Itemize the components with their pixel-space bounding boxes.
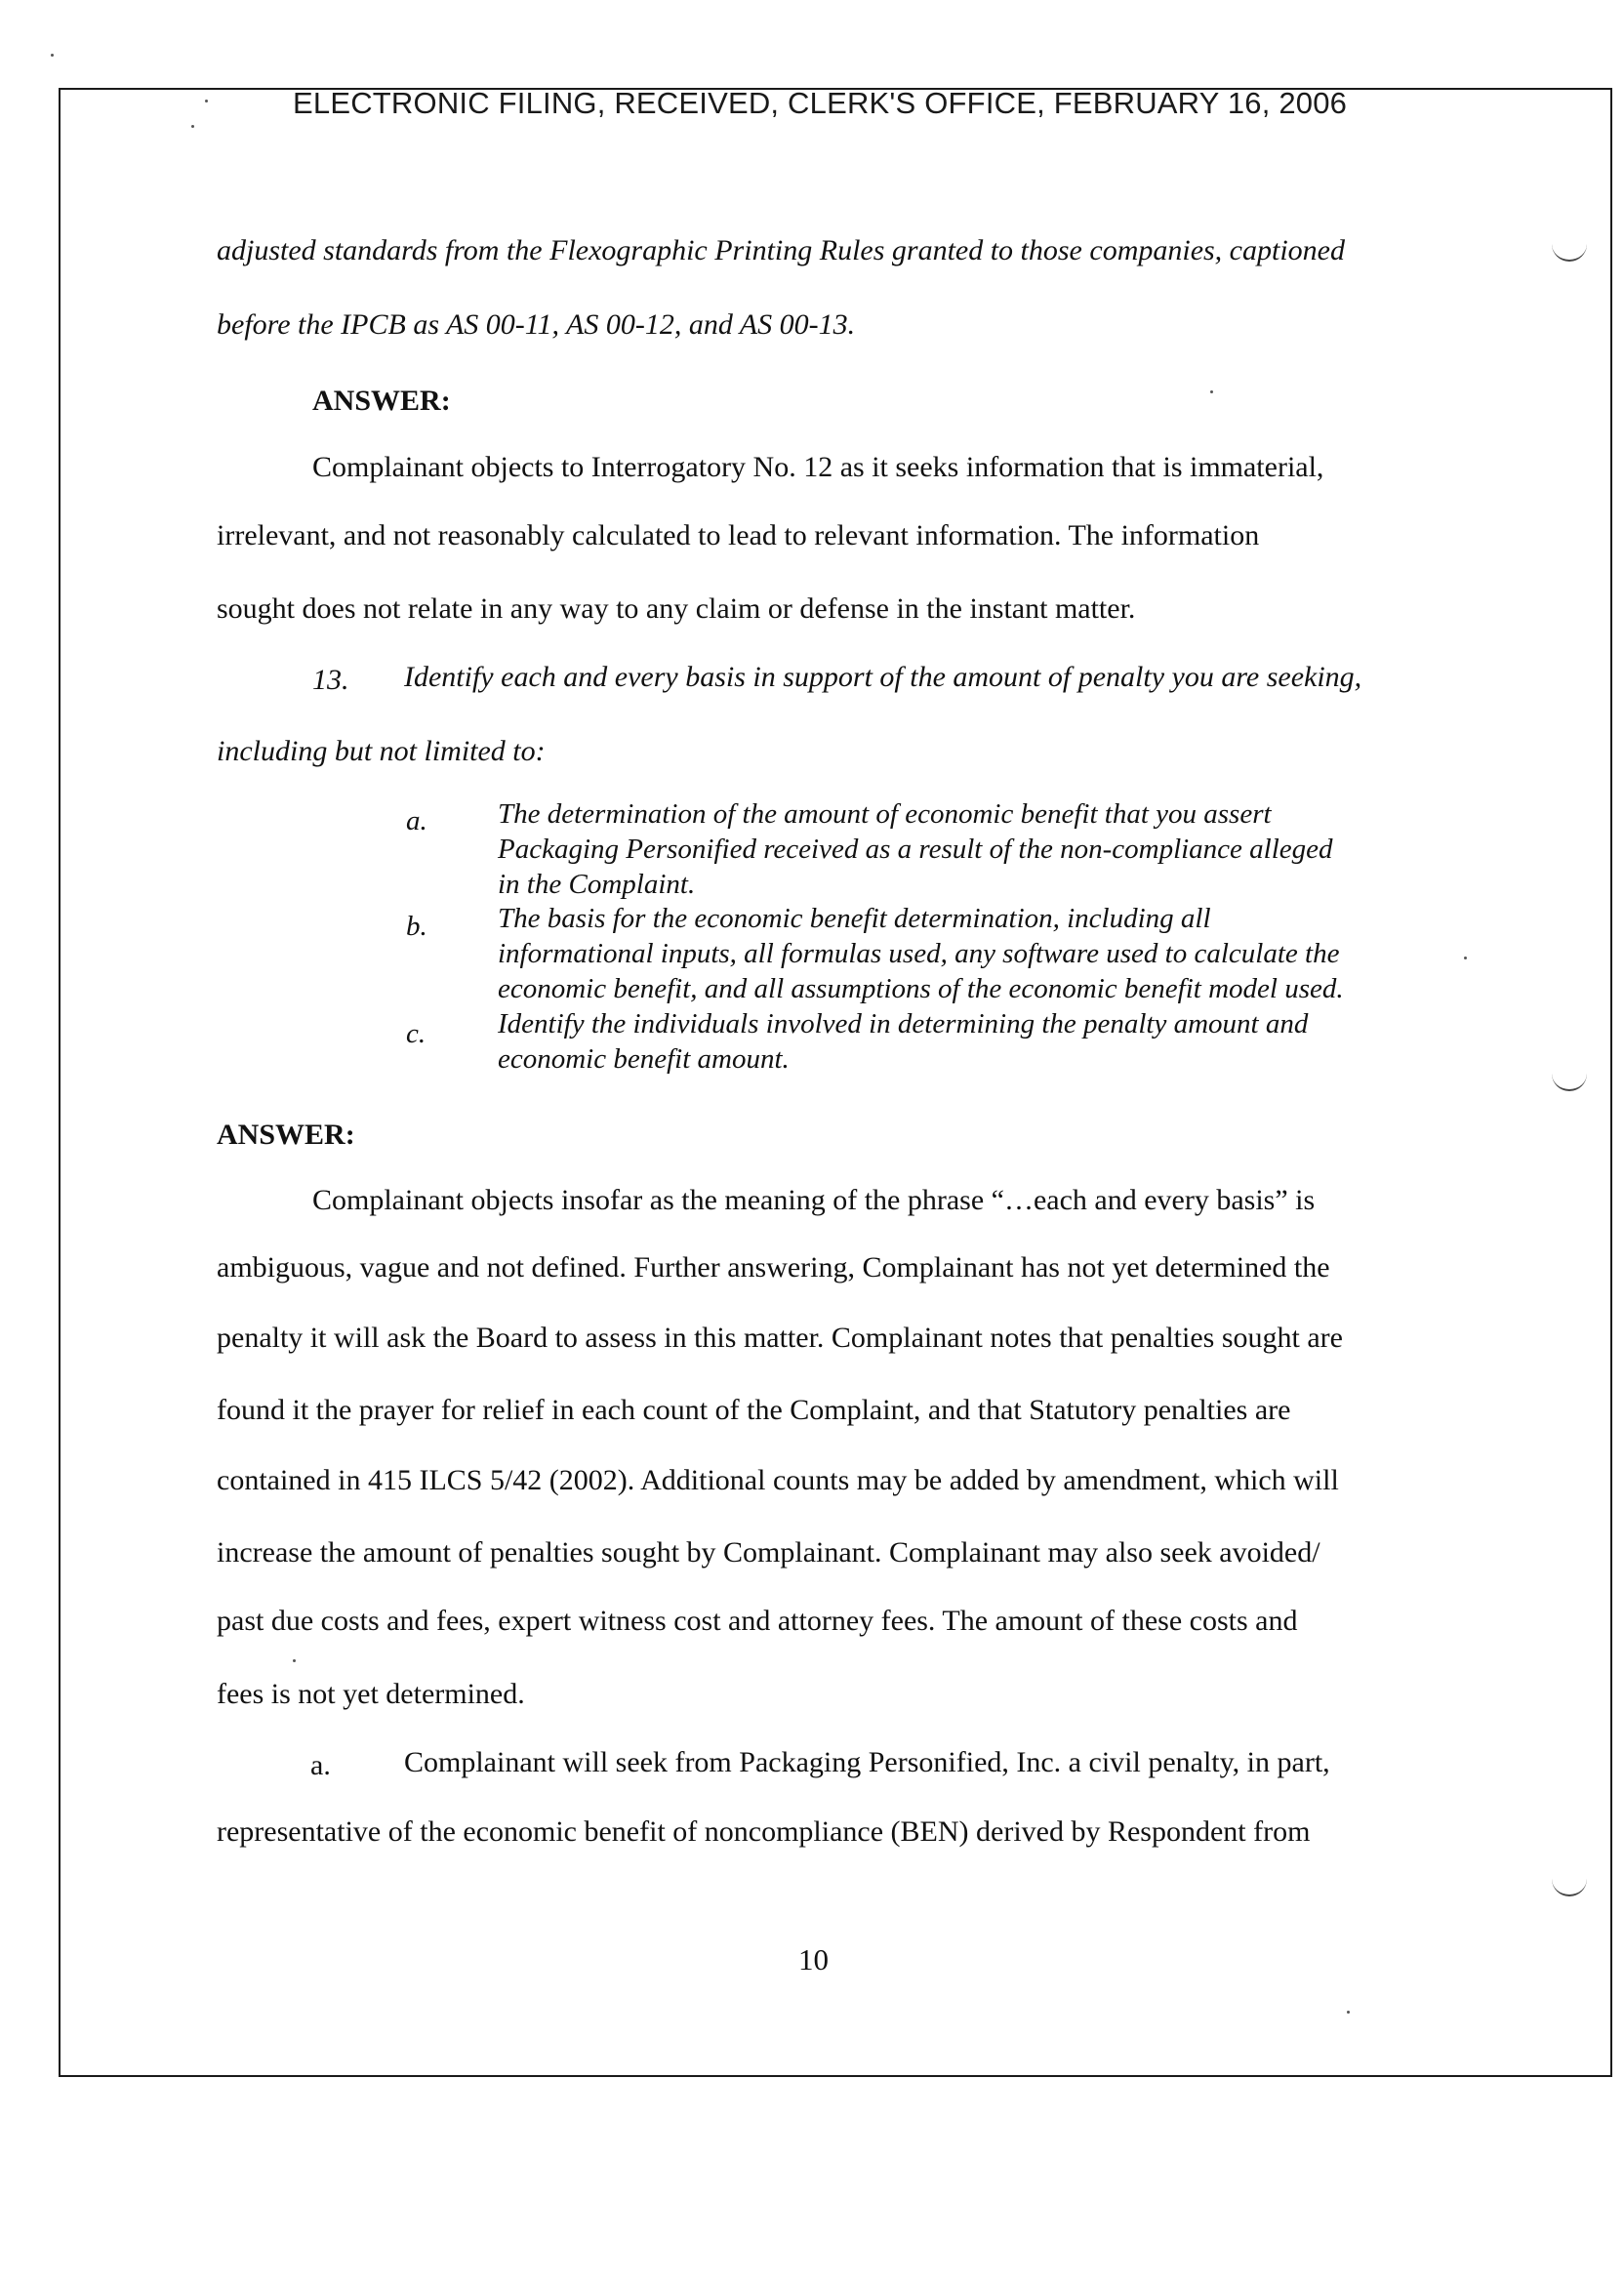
sub-item-letter: a.: [406, 805, 427, 836]
sub-item-line: The basis for the economic benefit determination, including all: [498, 903, 1211, 934]
answer-line: penalty it will ask the Board to assess in this matter. Complainant notes that penalties sought are: [217, 1322, 1343, 1354]
answer-heading: ANSWER:: [312, 385, 451, 417]
sub-item-line: in the Complaint.: [498, 869, 696, 900]
filing-stamp-header: ELECTRONIC FILING, RECEIVED, CLERK'S OFFICE, FEBRUARY 16, 2006: [293, 86, 1348, 120]
answer-line: past due costs and fees, expert witness cost and attorney fees. The amount of these costs and: [217, 1605, 1298, 1637]
sub-item-line: informational inputs, all formulas used, any software used to calculate the: [498, 938, 1340, 969]
answer-line: Complainant objects insofar as the meaning of the phrase “…each and every basis” is: [312, 1184, 1316, 1216]
sub-item-letter: c.: [406, 1018, 426, 1049]
sub-item-line: Packaging Personified received as a result of the non-compliance alleged: [498, 834, 1333, 865]
interrogatory-text: including but not limited to:: [217, 735, 546, 767]
answer-line: irrelevant, and not reasonably calculated to lead to relevant information. The information: [217, 519, 1260, 551]
interrogatory-text: Identify each and every basis in support of the amount of penalty you are seeking,: [404, 661, 1362, 693]
sub-item-letter: b.: [406, 911, 427, 942]
sub-item-line: economic benefit, and all assumptions of the economic benefit model used.: [498, 973, 1344, 1004]
answer-line: Complainant objects to Interrogatory No. 12 as it seeks information that is immaterial,: [312, 451, 1324, 483]
interrogatory-number: 13.: [312, 664, 349, 696]
intro-line: adjusted standards from the Flexographic Printing Rules granted to those companies, captioned: [217, 234, 1345, 266]
answer-line: found it the prayer for relief in each count of the Complaint, and that Statutory penalties are: [217, 1394, 1291, 1426]
answer-heading: ANSWER:: [217, 1119, 355, 1151]
scan-speck: [205, 100, 208, 102]
sub-item-line: economic benefit amount.: [498, 1043, 790, 1075]
sub-item-text: [498, 901, 1344, 1006]
paragraph-line: representative of the economic benefit of noncompliance (BEN) derived by Respondent from: [217, 1815, 1311, 1848]
answer-line: ambiguous, vague and not defined. Further answering, Complainant has not yet determined the: [217, 1251, 1330, 1284]
scan-speck: [293, 1659, 296, 1662]
paragraph-letter: a.: [310, 1749, 331, 1781]
sub-item-line: The determination of the amount of economic benefit that you assert: [498, 798, 1272, 830]
sub-item-text: [498, 1006, 1308, 1077]
paragraph-line: Complainant will seek from Packaging Personified, Inc. a civil penalty, in part,: [404, 1746, 1330, 1778]
scan-speck: [191, 125, 194, 128]
scan-speck: [51, 54, 54, 57]
scan-speck: [1464, 957, 1467, 959]
sub-item-line: Identify the individuals involved in determining the penalty amount and: [498, 1008, 1309, 1039]
scan-speck: [1210, 390, 1213, 393]
answer-line: contained in 415 ILCS 5/42 (2002). Additional counts may be added by amendment, which will: [217, 1464, 1339, 1496]
page-number: 10: [798, 1942, 829, 1976]
sub-item-text: [498, 796, 1333, 902]
answer-line: sought does not relate in any way to any claim or defense in the instant matter.: [217, 592, 1136, 625]
scan-speck: [1347, 2011, 1350, 2014]
answer-line: increase the amount of penalties sought by Complainant. Complainant may also seek avoided/: [217, 1536, 1320, 1569]
intro-line: before the IPCB as AS 00-11, AS 00-12, and AS 00-13.: [217, 308, 856, 341]
answer-line: fees is not yet determined.: [217, 1678, 525, 1710]
